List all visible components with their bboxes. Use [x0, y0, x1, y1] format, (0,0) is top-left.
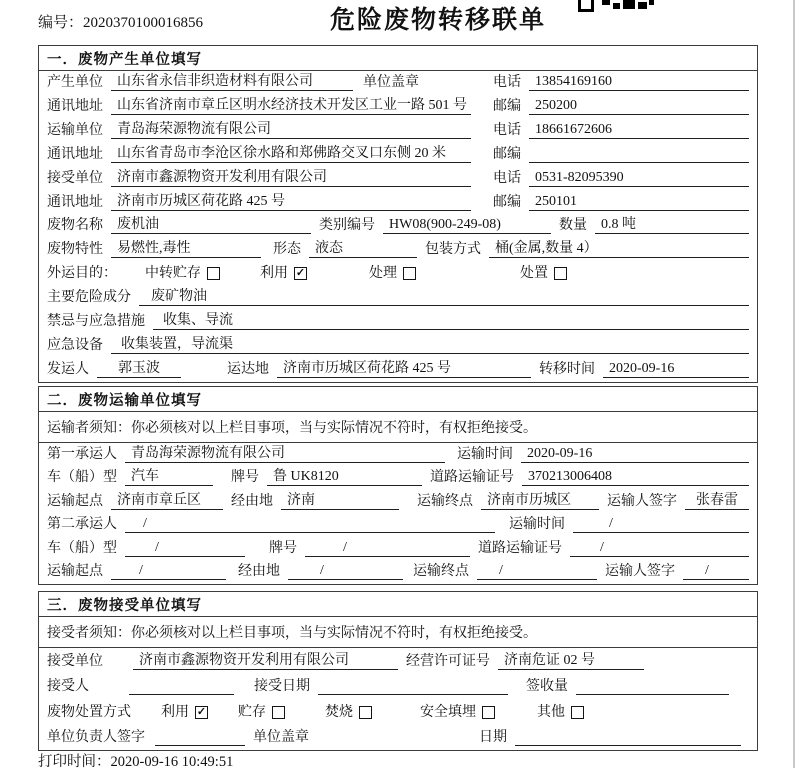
- via1-label: 经由地: [231, 493, 273, 509]
- receive-date-label: 接受日期: [254, 679, 310, 694]
- receiver-zip-value: 250101: [529, 194, 749, 211]
- time1-value: 2020-09-16: [521, 446, 749, 463]
- row-receiver-address: [39, 191, 757, 215]
- responsible-sign-value: [155, 731, 245, 746]
- vehicle1-value: 汽车: [125, 465, 213, 486]
- date-value: [515, 731, 741, 746]
- carrier2-label: 第二承运人: [47, 517, 117, 532]
- waste-name-value: 废机油: [111, 213, 311, 234]
- sign1-value: 张春雷: [685, 489, 749, 510]
- dest-value: 济南市历城区荷花路 425 号: [277, 357, 531, 378]
- unit-stamp-label: 单位盖章: [363, 74, 419, 90]
- plate1-value: 鲁 UK8120: [267, 465, 422, 486]
- transporter-notice: 运输者须知：你必须核对以上栏目事项，当与实际情况不符时，有权拒绝接受。: [39, 412, 757, 443]
- row-producer-address: [39, 95, 757, 119]
- phone-label: 电话: [493, 170, 521, 186]
- checkbox-secure-landfill: [482, 706, 495, 719]
- phone-label: 电话: [493, 74, 521, 90]
- equipment-value: 收集装置，导流渠: [111, 333, 749, 354]
- transporter-value: 青岛海荣源物流有限公司: [111, 118, 471, 139]
- zip-label: 邮编: [493, 194, 521, 210]
- address-label: 通讯地址: [47, 146, 103, 162]
- qr-block: [638, 2, 647, 9]
- disposal-label: 废物处置方式: [47, 704, 131, 720]
- section-2-transport-table: [38, 386, 758, 585]
- qr-code-fragment-icon: [578, 0, 654, 9]
- packing-value: 桶(金属,数量 4）: [489, 237, 749, 258]
- row-receiver: [39, 167, 757, 191]
- permit-value: 济南危证 02 号: [498, 649, 644, 670]
- via2-label: 经由地: [238, 564, 280, 579]
- transfer-date-value: 2020-09-16: [603, 361, 749, 378]
- producer-value: 山东省永信非织造材料有限公司: [111, 70, 353, 91]
- row-emergency-equipment: [39, 334, 757, 358]
- row-waste-character: [39, 238, 757, 262]
- receiver-phone-value: 0531-82095390: [529, 170, 749, 187]
- origin1-label: 运输起点: [47, 493, 103, 509]
- vehicle2-value: /: [125, 540, 245, 557]
- row-second-carrier: [39, 514, 757, 538]
- transfer-date-label: 转移时间: [539, 361, 595, 377]
- qr-block: [602, 0, 610, 5]
- row-shipper: [39, 358, 757, 382]
- section-3-title: 三．废物接受单位填写: [39, 592, 757, 617]
- producer-phone-value: 13854169160: [529, 74, 749, 91]
- disposal-option-label: 贮存: [238, 704, 266, 720]
- checkbox-other: [571, 706, 584, 719]
- end1-value: 济南市历城区: [481, 489, 599, 510]
- address-label: 通讯地址: [47, 194, 103, 210]
- address-label: 通讯地址: [47, 98, 103, 114]
- vehicle1-label: 车（船）型: [47, 470, 117, 485]
- print-time-label: 打印时间：: [38, 754, 111, 770]
- phone-label: 电话: [493, 122, 521, 138]
- row-transfer-purpose: [39, 262, 757, 286]
- end2-label: 运输终点: [413, 564, 469, 579]
- disposal-option-label: 利用: [161, 704, 189, 720]
- transporter-phone-value: 18661672606: [529, 122, 749, 139]
- origin2-label: 运输起点: [47, 564, 103, 579]
- hazard-label: 主要危险成分: [47, 290, 131, 306]
- carrier2-value: /: [125, 516, 495, 533]
- checkbox-utilize: ✓: [196, 705, 207, 718]
- dest-label: 运达地: [227, 361, 269, 377]
- origin2-value: /: [111, 563, 226, 580]
- zip-label: 邮编: [493, 98, 521, 114]
- transporter-label: 运输单位: [47, 122, 103, 138]
- row-receive-unit: [39, 648, 757, 674]
- receiver-address-value: 济南市历城区荷花路 425 号: [111, 190, 471, 211]
- transporter-zip-value: [529, 148, 749, 163]
- shipper-label: 发运人: [47, 361, 89, 377]
- receive-date-value: [318, 680, 508, 695]
- form-body: [38, 45, 758, 751]
- section-2-title: 二．废物运输单位填写: [39, 387, 757, 412]
- row-vehicle-2: [39, 537, 757, 561]
- row-emergency-measures: [39, 310, 757, 334]
- section-1-title: 一．废物产生单位填写: [39, 46, 757, 71]
- doc-number-label: 编号：: [38, 15, 84, 31]
- vehicle2-label: 车（船）型: [47, 540, 117, 556]
- end2-value: /: [477, 563, 597, 580]
- sign2-value: /: [683, 563, 749, 580]
- page-title: 危险废物转移联单: [330, 7, 547, 34]
- qr-block: [578, 0, 594, 12]
- form-value: 液态: [309, 237, 417, 258]
- purpose-option-label: 处置: [520, 266, 548, 282]
- form-label: 形态: [273, 242, 301, 258]
- receipt-amount-label: 签收量: [526, 679, 568, 694]
- qr-block: [649, 0, 654, 5]
- disposal-option-label: 其他: [537, 704, 565, 720]
- sign1-label: 运输人签字: [607, 493, 677, 509]
- row-disposal-method: [39, 699, 757, 725]
- row-transporter-address: [39, 143, 757, 167]
- producer-address-value: 山东省济南市章丘区明水经济技术开发区工业一路 501 号: [111, 94, 471, 115]
- emergency-value: 收集、导流: [153, 309, 749, 330]
- emergency-label: 禁忌与应急措施: [47, 314, 145, 330]
- shipper-value: 郭玉波: [97, 357, 181, 378]
- receipt-amount-value: [576, 680, 729, 695]
- time1-label: 运输时间: [457, 446, 513, 462]
- receiver-value: 济南市鑫源物资开发利用有限公司: [111, 166, 471, 187]
- zip-label: 邮编: [493, 146, 521, 162]
- row-producer: [39, 71, 757, 95]
- window-edge: [793, 0, 795, 768]
- responsible-sign-label: 单位负责人签字: [47, 730, 145, 745]
- receive-person-label: 接受人: [47, 679, 89, 694]
- checkbox-transfer-storage: [207, 267, 220, 280]
- disposal-option-label: 焚烧: [325, 704, 353, 720]
- purpose-option-label: 利用: [260, 266, 288, 282]
- plate2-label: 牌号: [269, 540, 297, 556]
- permit-label: 经营许可证号: [406, 653, 490, 669]
- checkbox-treat: [403, 267, 416, 280]
- row-waste-name: [39, 215, 757, 239]
- row-route-1: [39, 490, 757, 514]
- date-label: 日期: [479, 730, 507, 745]
- packing-label: 包装方式: [425, 242, 481, 258]
- qr-block: [613, 3, 620, 9]
- origin1-value: 济南市章丘区: [111, 489, 223, 510]
- print-time-value: 2020-09-16 10:49:51: [110, 754, 234, 770]
- checkbox-incinerate: [359, 706, 372, 719]
- qr-block: [623, 0, 635, 9]
- row-vehicle-1: [39, 467, 757, 491]
- hazard-value: 废矿物油: [139, 285, 749, 306]
- disposal-option-label: 安全填埋: [420, 704, 476, 720]
- quantity-value: 0.8 吨: [595, 213, 749, 234]
- transporter-address-value: 山东省青岛市李沧区徐水路和郑佛路交叉口东侧 20 米: [111, 142, 471, 163]
- quantity-label: 数量: [559, 218, 587, 234]
- doc-number: [38, 11, 203, 32]
- receiver-notice: 接受者须知：你必须核对以上栏目事项，当与实际情况不符时，有权拒绝接受。: [39, 617, 757, 648]
- receive-unit-label: 接受单位: [47, 653, 103, 669]
- plate2-value: /: [305, 540, 470, 557]
- checkbox-store: [272, 706, 285, 719]
- section-1-producer-table: [38, 45, 758, 383]
- via2-value: /: [288, 563, 403, 580]
- section-3-receiver-table: [38, 591, 758, 751]
- category-label: 类别编号: [319, 218, 375, 234]
- row-hazard-component: [39, 286, 757, 310]
- license1-value: 370213006408: [522, 469, 749, 486]
- purpose-option-label: 处理: [369, 266, 397, 282]
- equipment-label: 应急设备: [47, 338, 103, 354]
- row-route-2: [39, 561, 757, 585]
- producer-zip-value: 250200: [529, 98, 749, 115]
- waste-name-label: 废物名称: [47, 218, 103, 234]
- unit-stamp-label: 单位盖章: [253, 730, 309, 745]
- receive-person-value: [129, 680, 234, 695]
- carrier1-label: 第一承运人: [47, 446, 117, 462]
- producer-label: 产生单位: [47, 74, 103, 90]
- purpose-option-label: 中转贮存: [145, 266, 201, 282]
- license1-label: 道路运输证号: [430, 470, 514, 485]
- row-receive-person: [39, 674, 757, 700]
- license2-value: /: [570, 540, 749, 557]
- doc-number-value: 2020370100016856: [83, 15, 204, 31]
- category-value: HW08(900-249-08): [383, 217, 551, 234]
- character-label: 废物特性: [47, 242, 103, 258]
- checkbox-dispose: [554, 267, 567, 280]
- character-value: 易燃性,毒性: [111, 237, 261, 258]
- receiver-label: 接受单位: [47, 170, 103, 186]
- row-transporter: [39, 119, 757, 143]
- carrier1-value: 青岛海荣源物流有限公司: [125, 442, 445, 463]
- time2-value: /: [573, 516, 749, 533]
- purpose-label: 外运目的：: [47, 266, 117, 282]
- row-first-carrier: [39, 443, 757, 467]
- receive-unit-value: 济南市鑫源物资开发利用有限公司: [133, 649, 398, 670]
- plate1-label: 牌号: [231, 470, 259, 485]
- row-responsible-signature: [39, 725, 757, 751]
- end1-label: 运输终点: [417, 493, 473, 509]
- sign2-label: 运输人签字: [605, 564, 675, 579]
- time2-label: 运输时间: [509, 517, 565, 532]
- via1-value: 济南: [281, 489, 399, 510]
- license2-label: 道路运输证号: [478, 540, 562, 556]
- checkbox-utilize: ✓: [295, 267, 306, 280]
